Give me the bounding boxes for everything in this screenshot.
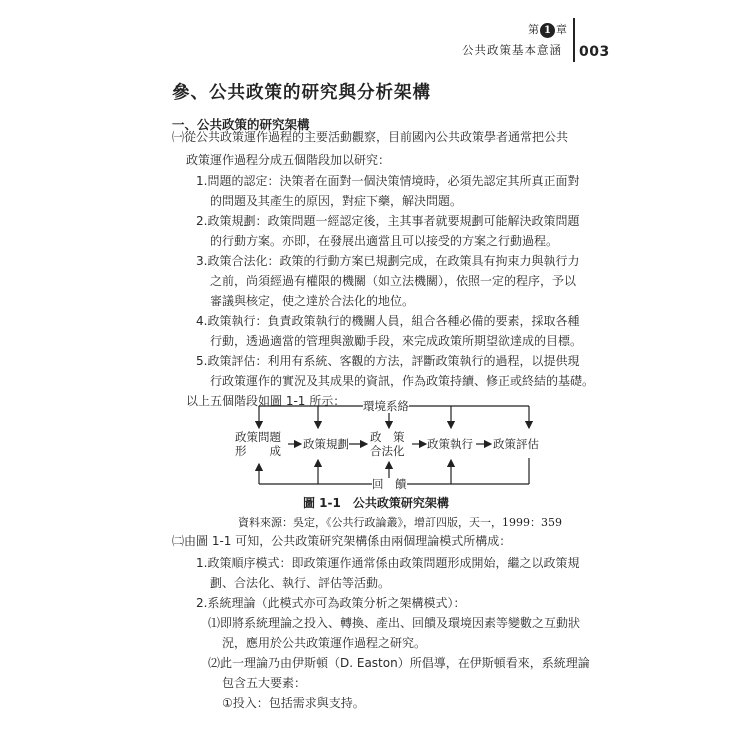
list-item-2-cont: 的行動方案。亦即，在發展出適當且可以接受的方案之行動過程。	[210, 234, 559, 248]
list-item-2: 2.系統理論（此模式亦可為政策分析之架構模式）：	[196, 596, 466, 610]
sub-item-1: ⑴即將系統理論之投入、轉換、產出、回饋及環境因素等變數之互動狀	[208, 616, 581, 630]
stage-policy-planning: 政策規劃	[303, 437, 349, 451]
list-item-3-cont: 之前，尚須經過有權限的機關（如立法機關），依照一定的程序，予以	[210, 274, 577, 288]
stage-legitimation-line2: 合法化	[370, 444, 405, 458]
list-item-1-cont: 的問題及其產生的原因，對症下藥，解決問題。	[210, 194, 463, 208]
paragraph-line: 以上五個階段如圖 1-1 所示：	[186, 394, 346, 408]
paragraph-line: ㈡由圖 1-1 可知，公共政策研究架構係由兩個理論模式所構成：	[172, 534, 512, 548]
list-item-1: 1.政策順序模式：即政策運作通常係由政策問題形成開始，繼之以政策規	[196, 556, 580, 570]
list-item-1-cont: 劃、合法化、執行、評估等活動。	[210, 576, 391, 590]
page-number: 003	[579, 44, 610, 60]
subsection-heading: 一、公共政策的研究架構	[172, 117, 310, 132]
stage-legitimation-line1: 政 策	[370, 430, 405, 444]
list-item-4-cont: 行動，透過適當的管理與激勵手段，來完成政策所期望欲達成的目標。	[210, 334, 583, 348]
sub-item-2: ⑵此一理論乃由伊斯頓（D. Easton）所倡導，在伊斯頓看來，系統理論	[208, 656, 590, 670]
list-item-3-cont: 審議與核定，使之達於合法化的地位。	[210, 294, 415, 308]
list-item-1: 1.問題的認定：決策者在面對一個決策情境時，必須先認定其所真正面對	[196, 174, 580, 188]
chapter-number: 1	[540, 23, 555, 38]
figure-caption: 圖 1-1 公共政策研究架構	[303, 496, 449, 510]
stage-problem-formation-line1: 政策問題	[235, 430, 281, 444]
list-item-5: 5.政策評估：利用有系統、客觀的方法，評斷政策執行的過程，以提供現	[196, 354, 580, 368]
header-divider	[573, 18, 575, 62]
list-item-3: 3.政策合法化：政策的行動方案已規劃完成，在政策具有拘束力與執行力	[196, 254, 580, 268]
section-title: 參、公共政策的研究與分析架構	[172, 83, 431, 103]
environment-context-label: 環境系絡	[363, 399, 409, 413]
stage-problem-formation-line2: 形 成	[235, 444, 281, 458]
paragraph-line: ㈠從公共政策運作過程的主要活動觀察，目前國內公共政策學者通常把公共	[172, 130, 569, 144]
policy-framework-diagram	[229, 400, 559, 492]
list-item-2: 2.政策規劃：政策問題一經認定後，主其事者就要規劃可能解決政策問題	[196, 214, 580, 228]
stage-policy-evaluation: 政策評估	[493, 437, 539, 451]
chapter-badge: 第 1 章	[528, 23, 567, 36]
figure-source-note: 資料來源：吳定，《公共行政論叢》，增訂四版，天一，1999：359	[238, 516, 562, 529]
paragraph-line: 政策運作過程分成五個階段加以研究：	[186, 153, 391, 167]
sub-sub-item-1: ①投入：包括需求與支持。	[222, 696, 365, 710]
running-title: 公共政策基本意涵	[462, 43, 562, 57]
sub-item-1-cont: 況，應用於公共政策運作過程之研究。	[222, 636, 427, 650]
list-item-4: 4.政策執行：負責政策執行的機關人員，組合各種必備的要素，採取各種	[196, 314, 580, 328]
sub-item-2-cont: 包含五大要素：	[222, 676, 307, 690]
stage-policy-implementation: 政策執行	[427, 437, 473, 451]
list-item-5-cont: 行政策運作的實況及其成果的資訊，作為政策持續、修正或終結的基礎。	[210, 374, 595, 388]
feedback-label: 回 饋	[372, 477, 407, 491]
